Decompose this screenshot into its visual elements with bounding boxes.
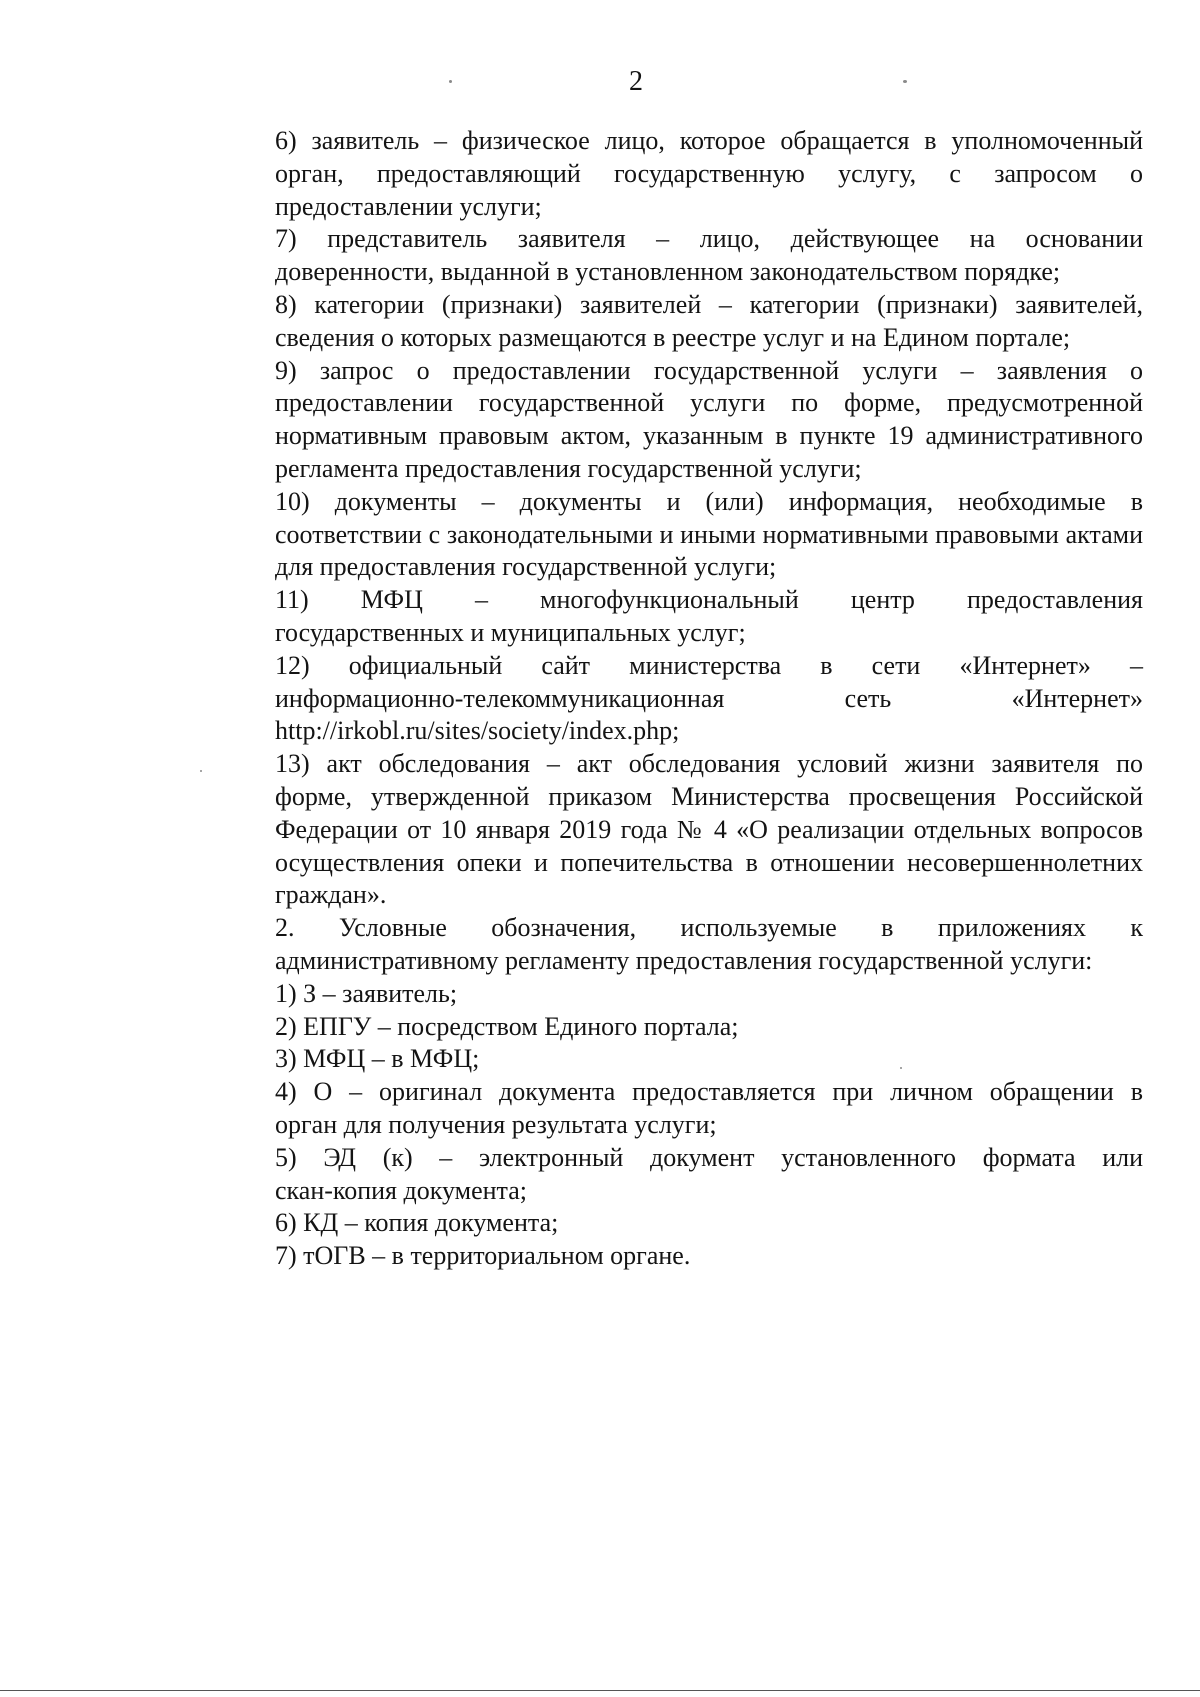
abbreviation-item-7 — [205, 1240, 1143, 1273]
abbreviation-item-5 — [205, 1142, 1143, 1208]
abbreviation-item-4 — [205, 1076, 1143, 1142]
text-line: государственных и муниципальных услуг; — [275, 617, 746, 647]
text-line: 1) З – заявитель; — [275, 978, 458, 1008]
definition-item-7 — [205, 223, 1143, 289]
text-line: 2) ЕПГУ – посредством Единого портала; — [275, 1011, 739, 1041]
page-number: 2 — [629, 66, 643, 97]
text-line: доверенности, выданной в установленном законодательством порядке; — [275, 257, 1061, 287]
text-line: сведения о которых размещаются в реестре услуг и на Едином портале; — [275, 322, 1071, 352]
text-line: соответствии с законодательными и иными нормативными правовыми актами — [275, 519, 1143, 549]
definition-item-10 — [205, 486, 1143, 584]
text-line: 2. Условные обозначения, используемые в приложениях к — [275, 913, 1143, 943]
text-line: 4) О – оригинал документа предоставляется при личном обращении в — [275, 1077, 1143, 1107]
text-line: 9) запрос о предоставлении государственной услуги – заявления о — [275, 355, 1143, 385]
text-line: 10) документы – документы и (или) информация, необходимые в — [275, 486, 1143, 516]
text-line: 5) ЭД (к) – электронный документ установленного формата или — [275, 1142, 1143, 1172]
text-line: форме, утвержденной приказом Министерства просвещения Российской — [275, 781, 1143, 811]
definition-item-11 — [205, 584, 1143, 650]
text-line: 7) представитель заявителя – лицо, действующее на основании — [275, 224, 1143, 254]
section-2-intro — [205, 912, 1143, 978]
scan-edge-line — [0, 1690, 1200, 1691]
abbreviation-item-2 — [205, 1011, 1143, 1044]
text-line: 6) заявитель – физическое лицо, которое обращается в уполномоченный — [275, 126, 1143, 155]
text-line: для предоставления государственной услуги; — [275, 552, 777, 582]
abbreviation-item-6 — [205, 1207, 1143, 1240]
text-line: осуществления опеки и попечительства в отношении несовершеннолетних — [275, 847, 1143, 877]
text-line: 13) акт обследования – акт обследования условий жизни заявителя по — [275, 749, 1143, 779]
definition-item-12 — [205, 650, 1143, 748]
text-line: нормативным правовым актом, указанным в пункте 19 административного — [275, 421, 1143, 451]
abbreviation-item-3 — [205, 1043, 1143, 1076]
website-url: http://irkobl.ru/sites/society/index.php; — [275, 716, 680, 746]
text-line: 7) тОГВ – в территориальном органе. — [275, 1241, 691, 1271]
text-line: 11) МФЦ – многофункциональный центр предоставления — [275, 585, 1143, 615]
text-line: скан-копия документа; — [275, 1175, 527, 1205]
definition-item-9 — [205, 355, 1143, 486]
definition-item-6 — [205, 125, 1143, 223]
text-line: орган, предоставляющий государственную услугу, с запросом о — [275, 158, 1143, 188]
text-line: граждан». — [275, 880, 387, 910]
text-line: орган для получения результата услуги; — [275, 1109, 717, 1139]
scan-speck — [200, 770, 202, 772]
text-line: предоставлении услуги; — [275, 191, 542, 221]
definition-item-8 — [205, 289, 1143, 355]
text-line: информационно-телекоммуникационная сеть «Интернет» — [275, 683, 1143, 713]
text-line: 6) КД – копия документа; — [275, 1208, 559, 1238]
text-line: административному регламенту предоставления государственной услуги: — [275, 945, 1093, 975]
abbreviation-item-1 — [205, 978, 1143, 1011]
definition-item-13 — [205, 748, 1143, 912]
text-line: Федерации от 10 января 2019 года № 4 «О реализации отдельных вопросов — [275, 814, 1143, 844]
text-line: 8) категории (признаки) заявителей – категории (признаки) заявителей, — [275, 289, 1143, 319]
text-line: регламента предоставления государственной услуги; — [275, 453, 862, 483]
text-line: предоставлении государственной услуги по форме, предусмотренной — [275, 388, 1143, 418]
text-line: 3) МФЦ – в МФЦ; — [275, 1044, 480, 1074]
text-line: 12) официальный сайт министерства в сети «Интернет» – — [275, 650, 1143, 680]
document-body — [205, 125, 1143, 1273]
